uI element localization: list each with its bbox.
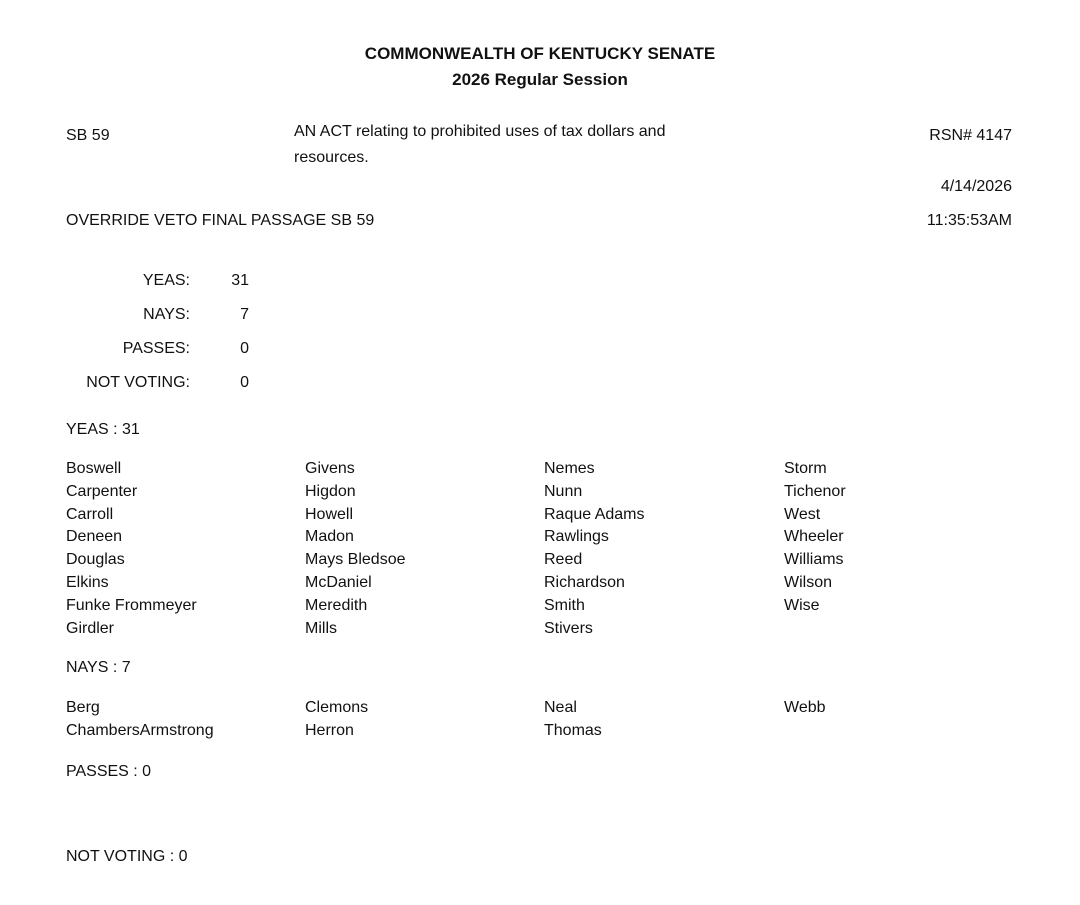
senator-name: Herron: [305, 721, 354, 739]
not-voting-heading: NOT VOTING : 0: [66, 848, 188, 865]
yeas-column: [784, 458, 984, 614]
nays-column: [305, 697, 544, 739]
vote-date: 4/14/2026: [940, 178, 1012, 195]
senator-name: Wise: [784, 596, 820, 614]
senator-name: McDaniel: [305, 573, 372, 591]
tally-label: YEAS:: [142, 272, 190, 289]
yeas-column: [66, 458, 305, 637]
senator-name: Funke Frommeyer: [66, 596, 197, 614]
senator-name: West: [784, 505, 821, 523]
tally-value: 7: [240, 306, 249, 323]
senator-name: Meredith: [305, 596, 368, 614]
senator-name: Thomas: [544, 721, 602, 739]
yeas-name-list: [66, 458, 984, 637]
senator-name: Smith: [544, 596, 585, 614]
senator-name: Williams: [784, 551, 844, 569]
tally-value: 31: [231, 272, 249, 289]
bill-number: SB 59: [66, 127, 110, 144]
senator-name: Madon: [305, 528, 354, 546]
senator-name: Nunn: [544, 482, 583, 500]
senator-name: Stivers: [544, 619, 593, 637]
senator-name: Douglas: [66, 551, 125, 569]
senator-name: Rawlings: [544, 528, 609, 546]
senator-name: Mays Bledsoe: [305, 551, 406, 569]
senator-name: Webb: [784, 699, 826, 716]
senator-name: Berg: [66, 699, 100, 716]
yeas-column: [544, 458, 784, 637]
vote-action: OVERRIDE VETO FINAL PASSAGE SB 59: [66, 212, 375, 229]
vote-time: 11:35:53AM: [926, 212, 1012, 229]
senator-name: Higdon: [305, 482, 356, 500]
senator-name: Girdler: [66, 619, 115, 637]
senator-name: Reed: [544, 551, 583, 569]
tally-label: NOT VOTING:: [86, 374, 190, 391]
tally-value: 0: [240, 340, 249, 357]
senator-name: Storm: [784, 460, 827, 477]
nays-heading: NAYS : 7: [66, 659, 131, 676]
passes-heading: PASSES : 0: [66, 763, 152, 780]
document-title: COMMONWEALTH OF KENTUCKY SENATE: [364, 44, 716, 63]
nays-column: [784, 697, 984, 720]
senator-name: Nemes: [544, 460, 595, 477]
senator-name: Richardson: [544, 573, 625, 591]
tally-value: 0: [240, 374, 249, 391]
senator-name: Carroll: [66, 505, 114, 523]
senator-name: Tichenor: [784, 482, 846, 500]
senator-name: Deneen: [66, 528, 123, 546]
nays-column: [66, 697, 305, 739]
senator-name: Raque Adams: [544, 505, 645, 523]
tally-label: NAYS:: [143, 306, 190, 323]
senator-name: ChambersArmstrong: [66, 721, 214, 739]
rsn-number: RSN# 4147: [929, 127, 1012, 144]
senator-name: Howell: [305, 505, 354, 523]
senator-name: Elkins: [66, 573, 109, 591]
senator-name: Wilson: [784, 573, 833, 591]
senator-name: Neal: [544, 699, 577, 716]
bill-description-line1: AN ACT relating to prohibited uses of tax dollars and: [294, 123, 666, 140]
senator-name: Givens: [305, 460, 355, 477]
senator-name: Boswell: [66, 460, 122, 477]
senator-name: Mills: [305, 619, 337, 637]
senator-name: Clemons: [305, 699, 369, 716]
bill-description-line2: resources.: [294, 149, 369, 166]
senator-name: Carpenter: [66, 482, 138, 500]
tally-label: PASSES:: [122, 340, 190, 357]
yeas-heading: YEAS : 31: [66, 421, 140, 438]
nays-name-list: [66, 697, 984, 739]
senator-name: Wheeler: [784, 528, 844, 546]
session-subtitle: 2026 Regular Session: [452, 70, 628, 89]
nays-column: [544, 697, 784, 739]
yeas-column: [305, 458, 544, 637]
